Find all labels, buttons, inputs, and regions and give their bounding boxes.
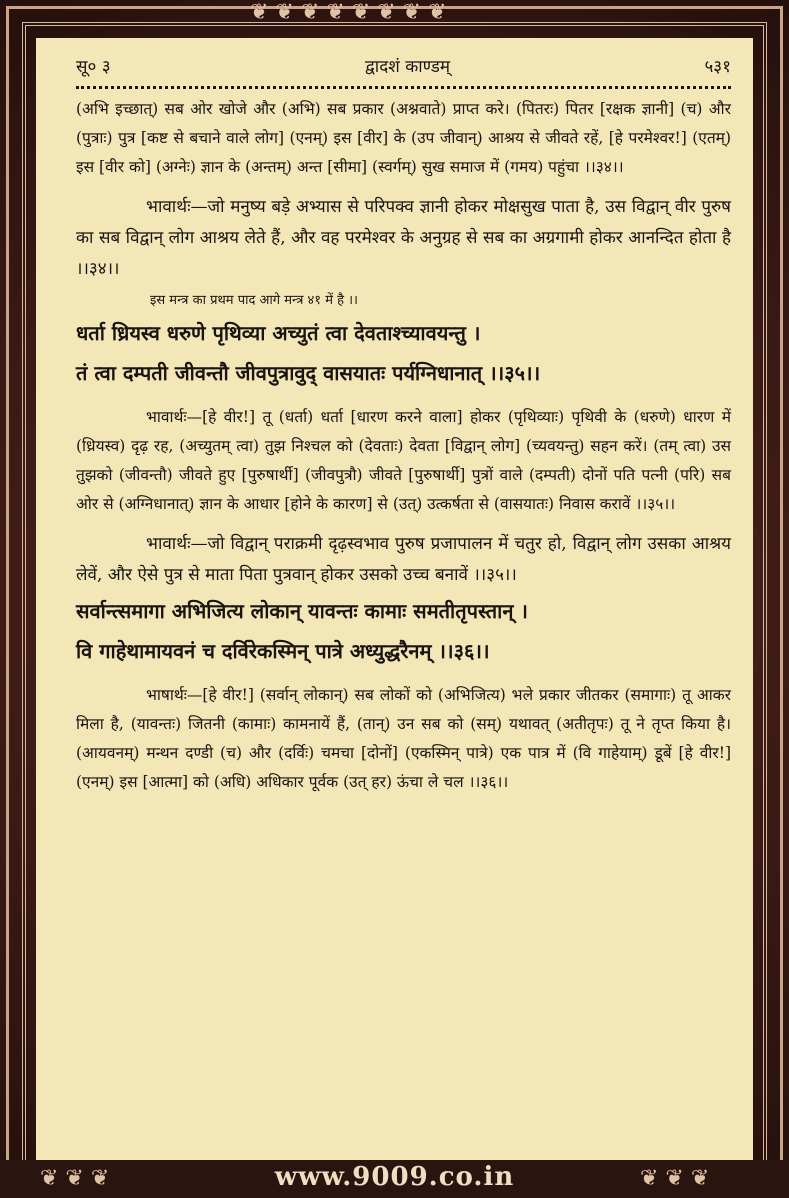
footer-ornament-right: ❦ ❦ ❦ xyxy=(640,1166,710,1191)
sutra-number: सू० ३ xyxy=(76,56,111,77)
top-ornament: ❦ ❦ ❦ ❦ ❦ ❦ ❦ ❦ xyxy=(250,0,447,25)
bhavartha-35: भावार्थः—जो विद्वान् पराक्रमी दृढ़स्वभाव पुरुष प्रजापालन में चतुर हो, विद्वान् लोग उसका आश्रय लेवें, और ऐसे पुत्र से माता पिता पुत्रवान् होकर उसको उच्च बनावें ।।३५।। xyxy=(76,534,731,585)
mantra-35-line-1: धर्ता ध्रियस्व धरुणे पृथिव्या अच्युतं त्वा देवताश्च्यावयन्तु । xyxy=(76,321,481,345)
mantra-35-line-2: तं त्वा दम्पती जीवन्तौ जीवपुत्रावुद् वासयातः पर्यग्निधानात् ।।३५।। xyxy=(76,361,541,385)
footer-ornament-left: ❦ ❦ ❦ xyxy=(40,1166,110,1191)
mantra-36-line-1: सर्वान्त्समागा अभिजित्य लोकान् यावन्तः कामाः समतीतृपस्तान् । xyxy=(76,599,528,623)
mantra-36-line-2: वि गाहेथामायवनं च दर्विरेकस्मिन् पात्रे अध्युद्धरैनम् ।।३६।। xyxy=(76,639,490,663)
page-number: ५३१ xyxy=(704,56,731,77)
mantra-note: इस मन्त्र का प्रथम पाद आगे मन्त्र ४१ में है ।। xyxy=(150,293,358,308)
page-header xyxy=(76,52,731,78)
bhashartha-34: (अभि इच्छात्) सब ओर खोजे और (अभि) सब प्रकार (अश्नवाते) प्राप्त करे। (पितरः) पितर [रक्षक ज्ञानी] (च) और (पुत्राः) पुत्र [कष्ट से बचाने वाले लोग] (एनम्) इस [वीर] के (उप जीवान्) आश्रय से जीवते रहें, [हे परमेश्वर!] (एतम्) इस [वीर को] (अग्नेः) ज्ञान के (अन्तम्) अन्त [सीमा] (स्वर्गम्) सुख समाज में (गमय) पहुंचा ।।३४।। xyxy=(76,100,731,176)
bhashartha-36: भाषार्थः—[हे वीर!] (सर्वान् लोकान्) सब लोकों को (अभिजित्य) भले प्रकार जीतकर (समागाः) तू आकर मिला है, (यावन्तः) जितनी (कामाः) कामनायें हैं, (तान्) उन सब को (सम्) यथावत् (अतीतृपः) तू ने तृप्त किया है। (आयवनम्) मन्थन दण्डी (च) और (दर्विः) चमचा [दोनों] (एकस्मिन् पात्रे) एक पात्र में (वि गाहेयाम्) डूबें [हे वीर!] (एनम्) इस [आत्मा] को (अधि) अधिकार पूर्वक (उत् हर) ऊंचा ले चल ।।३६।। xyxy=(76,686,731,791)
footer-url: www.9009.co.in xyxy=(274,1162,515,1192)
bhavartha-34: भावार्थः—जो मनुष्य बड़े अभ्यास से परिपक्व ज्ञानी होकर मोक्षसुख पाता है, उस विद्वान् वीर पुरुष का सब विद्वान् लोग आश्रय लेते हैं, और वह परमेश्वर के अनुग्रह से सब का अग्रगामी होकर आनन्दित होता है ।।३४।। xyxy=(76,197,731,279)
bhashartha-35: भावार्थः—[हे वीर!] तू (धर्ता) धर्ता [धारण करने वाला] होकर (पृथिव्याः) पृथिवी के (धरुणे) धारण में (ध्रियस्व) दृढ़ रह, (अच्युतम् त्वा) तुझ निश्चल को (देवताः) देवता [विद्वान् लोग] (च्यवयन्तु) सहन करें। (तम् त्वा) उस तुझको (जीवन्तौ) जीवते हुए [पुरुषार्थी] (जीवपुत्रौ) जीवते [पुरुषार्थी] पुत्रों वाले (दम्पती) दोनों पति पत्नी (परि) सब ओर से (अग्निधानात्) ज्ञान के आधार [होने के कारण] से (उत्) उत्कर्षता से (वासयातः) निवास करावें ।।३५।। xyxy=(76,408,731,513)
kanda-title: द्वादशं काण्डम् xyxy=(365,56,450,77)
header-rule xyxy=(76,86,731,89)
book-page xyxy=(36,38,753,1160)
